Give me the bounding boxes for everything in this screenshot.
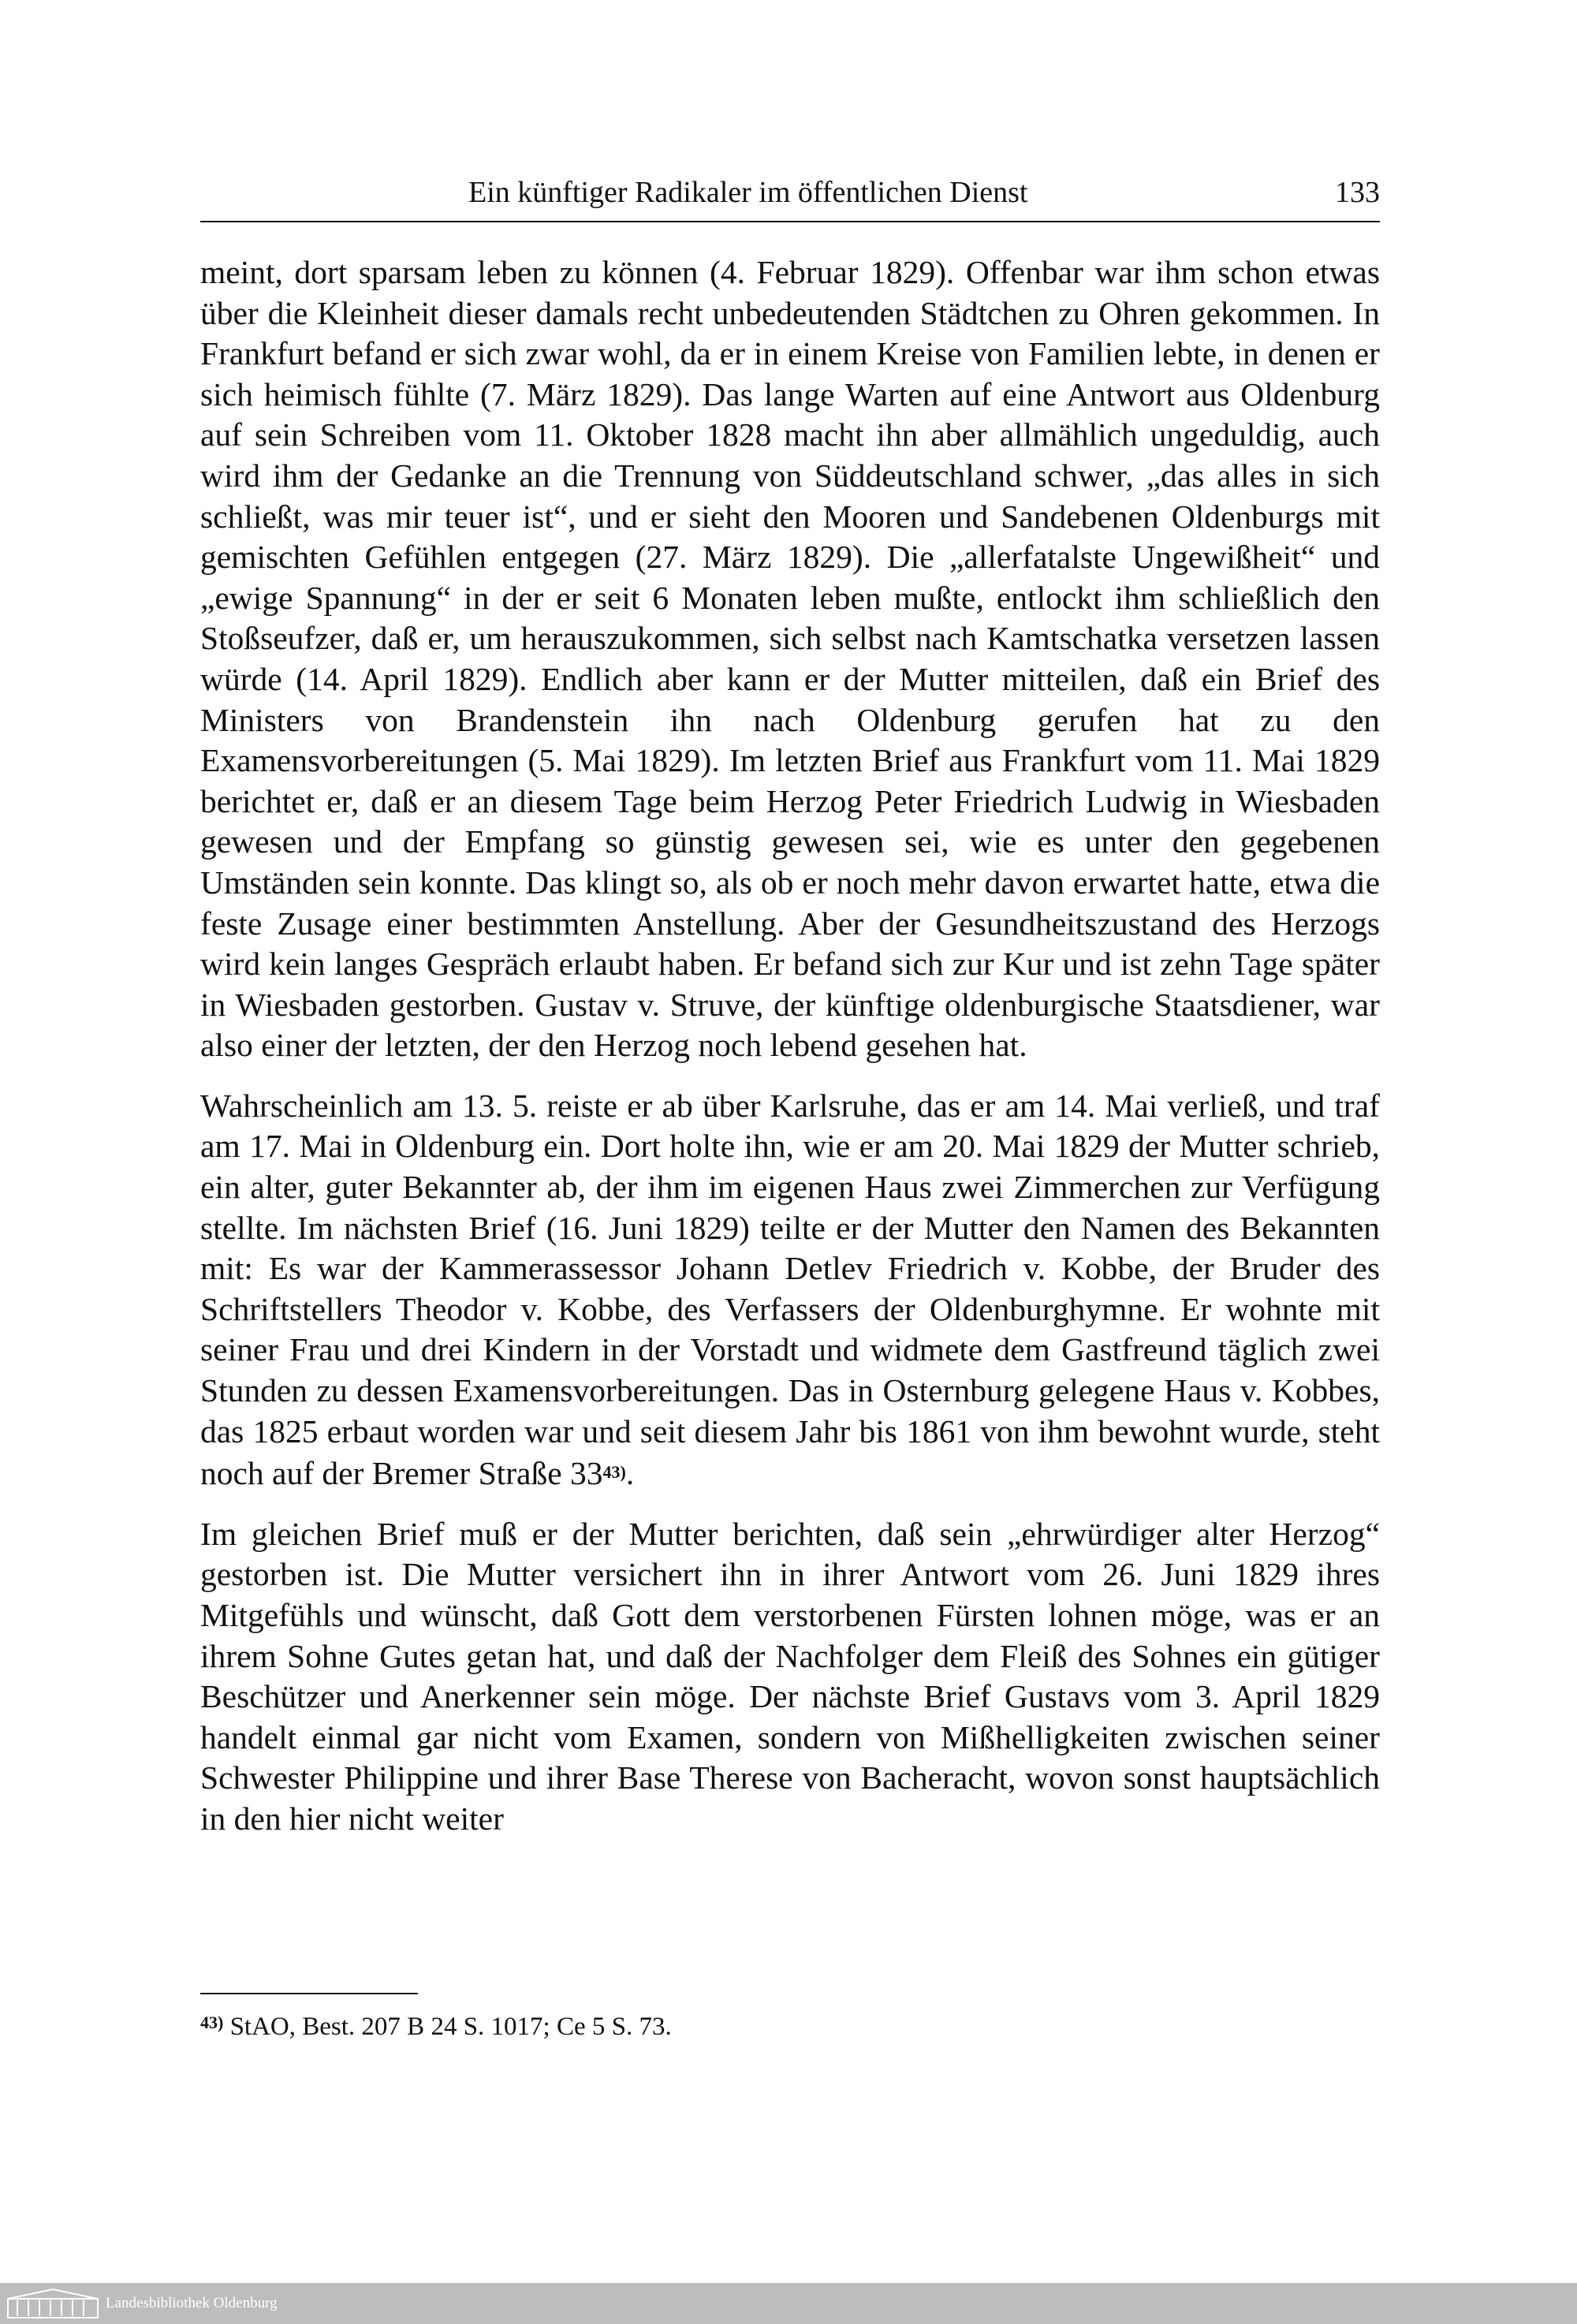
paragraph-text: Wahrscheinlich am 13. 5. reiste er ab über Karlsruhe, das er am 14. Mai verließ, und traf am 17. Mai in Oldenburg ein. Dort holte ihn, wie er am 20. Mai 1829 der Mutter schrieb, ein alter, guter Bekannter ab, der ihm im eigenen Haus zwei Zimmerchen zur Verfügung stellte. Im nächsten Brief (16. Juni 1829) teilte er der Mutter den Namen des Bekannten mit: Es war der Kammerassessor Johann Detlev Friedrich v. Kobbe, der Bruder des Schriftstellers Theodor v. Kobbe, des Verfassers der Oldenburghymne. Er wohnte mit seiner Frau und drei Kindern in der Vorstadt und widmete dem Gastfreund täglich zwei Stunden zu dessen Examensvorbereitungen. Das in Osternburg gelegene Haus v. Kobbes, das 1825 erbaut worden war und seit diesem Jahr bis 1861 von ihm bewohnt wurde, steht noch auf der Bremer Straße 33 [200, 1087, 1380, 1492]
paragraph: meint, dort sparsam leben zu können (4. Februar 1829). Offenbar war ihm schon etwas über die Kleinheit dieser damals recht unbedeutenden Städtchen zu Ohren gekommen. In Frankfurt befand er sich zwar wohl, da er in einem Kreise von Familien lebte, in denen er sich heimisch fühlte (7. März 1829). Das lange Warten auf eine Antwort aus Oldenburg auf sein Schreiben vom 11. Oktober 1828 macht ihn aber allmählich ungeduldig, auch wird ihm der Gedanke an die Trennung von Süddeutschland schwer, „das alles in sich schließt, was mir teuer ist“, und er sieht den Mooren und Sandebenen Oldenburgs mit gemischten Gefühlen entgegen (27. März 1829). Die „allerfatalste Ungewißheit“ und „ewige Spannung“ in der er seit 6 Monaten leben mußte, entlockt ihm schließlich den Stoßseufzer, daß er, um herauszukommen, sich selbst nach Kamtschatka versetzen lassen würde (14. April 1829). Endlich aber kann er der Mutter mitteilen, daß ein Brief des Ministers von Brandenstein ihn nach Oldenburg gerufen hat zu den Examensvorbereitungen (5. Mai 1829). Im letzten Brief aus Frankfurt vom 11. Mai 1829 berichtet er, daß er an diesem Tage beim Herzog Peter Friedrich Ludwig in Wiesbaden gewesen und der Empfang so günstig gewesen sei, wie es unter den gegebenen Umständen sein konnte. Das klingt so, als ob er noch mehr davon erwartet hatte, etwa die feste Zusage einer bestimmten Anstellung. Aber der Gesundheitszustand des Herzogs wird kein langes Gespräch erlaubt haben. Er befand sich zur Kur und ist zehn Tage später in Wiesbaden gestorben. Gustav v. Struve, der künftige oldenburgische Staatsdiener, war also einer der letzten, der den Herzog noch lebend gesehen hat. [200, 254, 1380, 1064]
paragraph: Im gleichen Brief muß er der Mutter berichten, daß sein „ehrwürdiger alter Herzog“ gestorben ist. Die Mutter versichert ihn in ihrer Antwort vom 26. Juni 1829 ihres Mitgefühls und wünscht, daß Gott dem verstorbenen Fürsten lohnen möge, was er an ihrem Sohne Gutes getan hat, und daß der Nachfolger dem Fleiß des Sohnes ein gütiger Beschützer und Anerkenner sein möge. Der nächste Brief Gustavs vom 3. April 1829 handelt einmal gar nicht vom Examen, sondern von Mißhelligkeiten zwischen seiner Schwester Philippine und ihrer Base Therese von Bacheracht, wovon sonst hauptsächlich in den hier nicht weiter [200, 1515, 1380, 1837]
header-rule [200, 221, 1380, 222]
footnote [200, 2005, 672, 2044]
paragraph: Wahrscheinlich am 13. 5. reiste er ab über Karlsruhe, das er am 14. Mai verließ, und traf am 17. Mai in Oldenburg ein. Dort holte ihn, wie er am 20. Mai 1829 der Mutter schrieb, ein alter, guter Bekannter ab, der ihm im eigenen Haus zwei Zimmerchen zur Verfügung stellte. Im nächsten Brief (16. Juni 1829) teilte er der Mutter den Namen des Bekannten mit: Es war der Kammerassessor Johann Detlev Friedrich v. Kobbe, der Bruder des Schriftstellers Theodor v. Kobbe, des Verfassers der Oldenburghymne. Er wohnte mit seiner Frau und drei Kindern in der Vorstadt und widmete dem Gastfreund täglich zwei Stunden zu dessen Examensvorbereitungen. Das in Osternburg gelegene Haus v. Kobbes, das 1825 erbaut worden war und seit diesem Jahr bis 1861 von ihm bewohnt wurde, steht noch auf der Bremer Straße 33$^{43)}$. [200, 1087, 1380, 1492]
running-title: Ein künftiger Radikaler im öffentlichen Dienst [468, 176, 1028, 209]
library-building-icon [6, 2288, 99, 2319]
footnote-rule [200, 1993, 418, 1994]
page-header [200, 169, 1380, 216]
footnote-text: StAO, Best. 207 B 24 S. 1017; Ce 5 S. 73. [229, 2013, 672, 2041]
page-number: 133 [1335, 176, 1380, 209]
footnote-mark: 43) [200, 2013, 224, 2032]
footnote-reference: 43) [602, 1462, 626, 1483]
footer-library-name: Landesbibliothek Oldenburg [106, 2295, 278, 2311]
footer-bar [0, 2283, 1577, 2324]
body-text [200, 252, 1380, 1840]
